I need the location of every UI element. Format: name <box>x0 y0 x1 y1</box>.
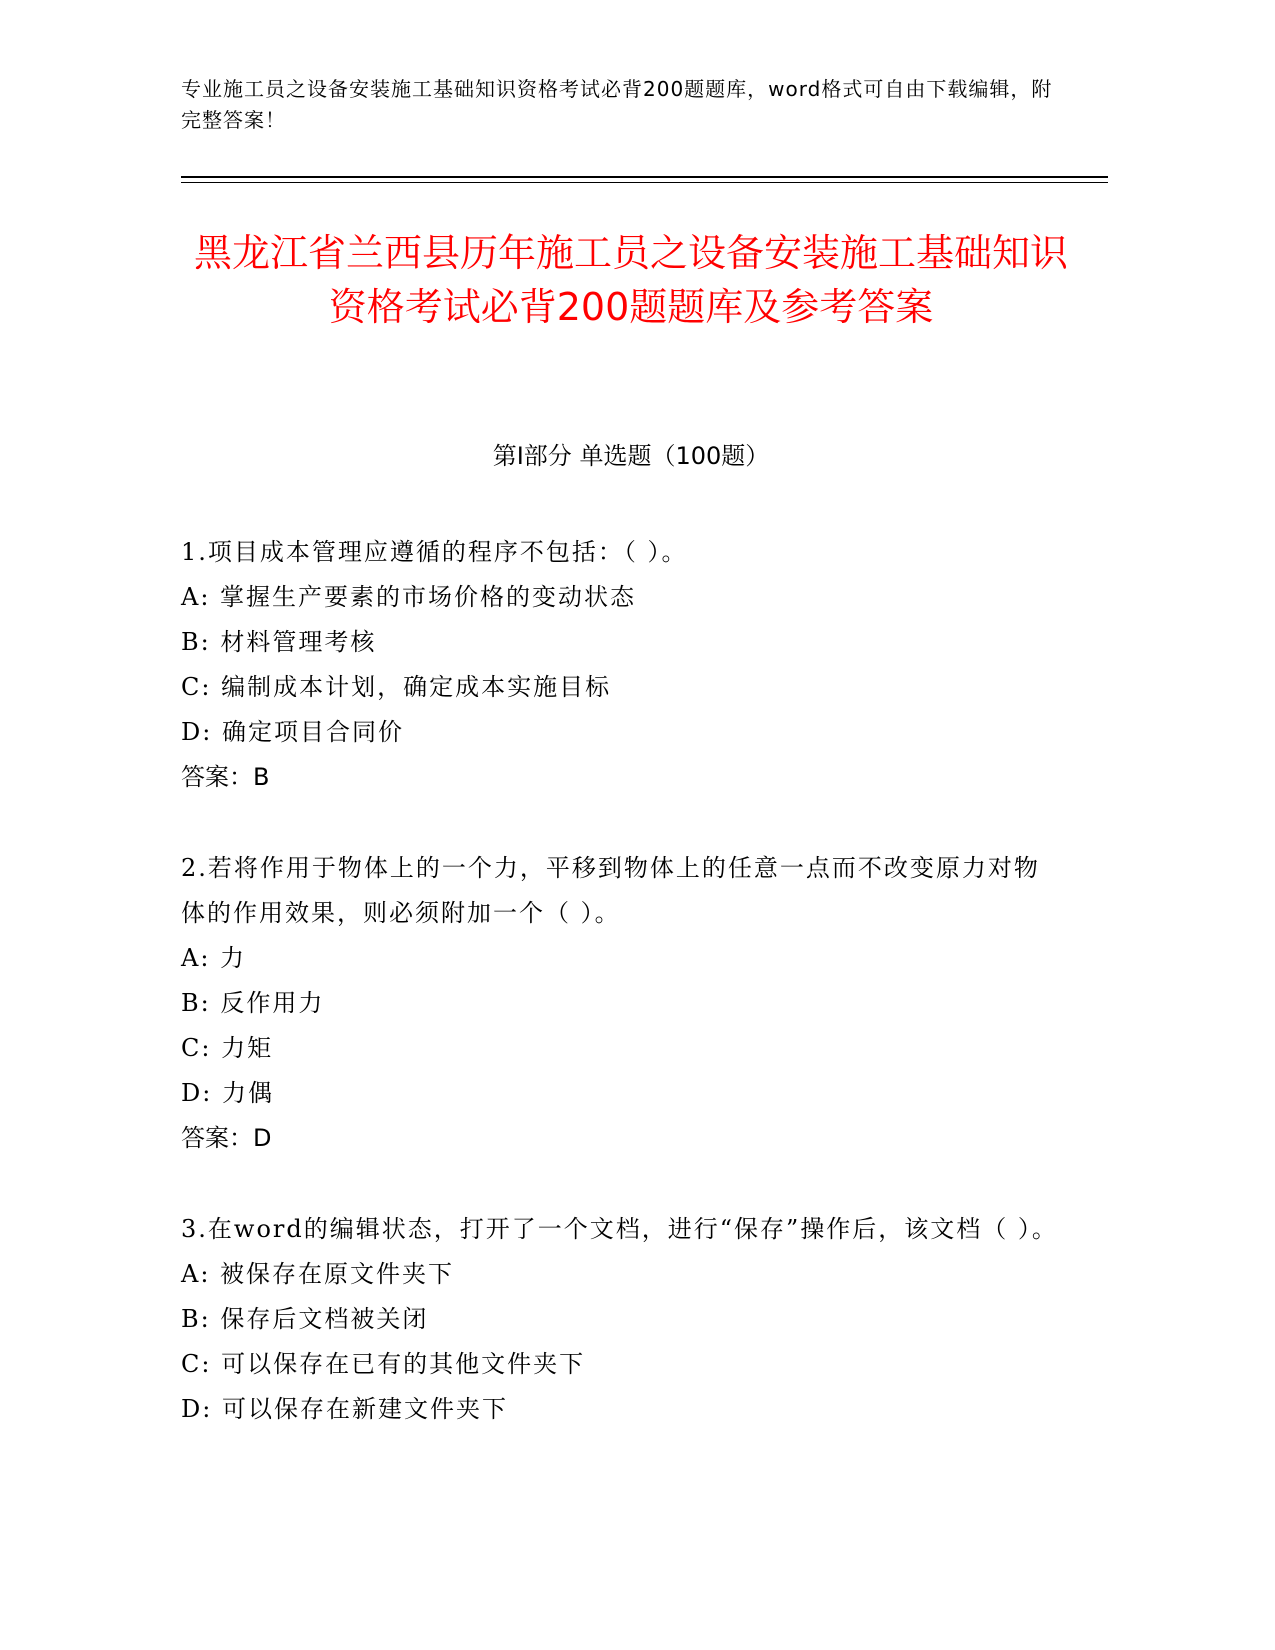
option-d: D: 力偶 <box>181 1079 274 1107</box>
option-a: A: 力 <box>181 944 247 972</box>
answer: 答案：B <box>181 763 270 791</box>
option-b: B: 反作用力 <box>181 989 325 1017</box>
option-c: C: 可以保存在已有的其他文件夹下 <box>181 1350 586 1378</box>
document-title: 黑龙江省兰西县历年施工员之设备安装施工基础知识资格考试必背200题题库及参考答案 <box>193 231 1068 329</box>
option-b: B: 保存后文档被关闭 <box>181 1305 429 1333</box>
question-2 <box>181 846 1061 1161</box>
section-heading: 第Ⅰ部分 单选题（100题） <box>492 442 770 470</box>
question-3 <box>181 1207 1061 1432</box>
option-a: A: 掌握生产要素的市场价格的变动状态 <box>181 583 637 611</box>
option-d: D: 确定项目合同价 <box>181 718 404 746</box>
option-a: A: 被保存在原文件夹下 <box>181 1260 455 1288</box>
question-list <box>181 530 1061 1478</box>
header-rule-thin <box>181 182 1108 183</box>
option-b: B: 材料管理考核 <box>181 628 377 656</box>
header-rule-thick <box>181 176 1108 178</box>
answer: 答案：D <box>181 1124 272 1152</box>
question-stem: 3.在word的编辑状态，打开了一个文档，进行“保存”操作后，该文档（ ）。 <box>181 1215 1058 1243</box>
option-c: C: 编制成本计划，确定成本实施目标 <box>181 673 612 701</box>
question-1 <box>181 530 1061 800</box>
option-c: C: 力矩 <box>181 1034 274 1062</box>
question-stem: 1.项目成本管理应遵循的程序不包括：（ ）。 <box>181 538 688 566</box>
header-note: 专业施工员之设备安装施工基础知识资格考试必背200题题库，word格式可自由下载编辑，附完整答案！ <box>181 77 1053 132</box>
question-stem: 2.若将作用于物体上的一个力，平移到物体上的任意一点而不改变原力对物体的作用效果，则必须附加一个（ ）。 <box>181 854 1040 927</box>
option-d: D: 可以保存在新建文件夹下 <box>181 1395 508 1423</box>
